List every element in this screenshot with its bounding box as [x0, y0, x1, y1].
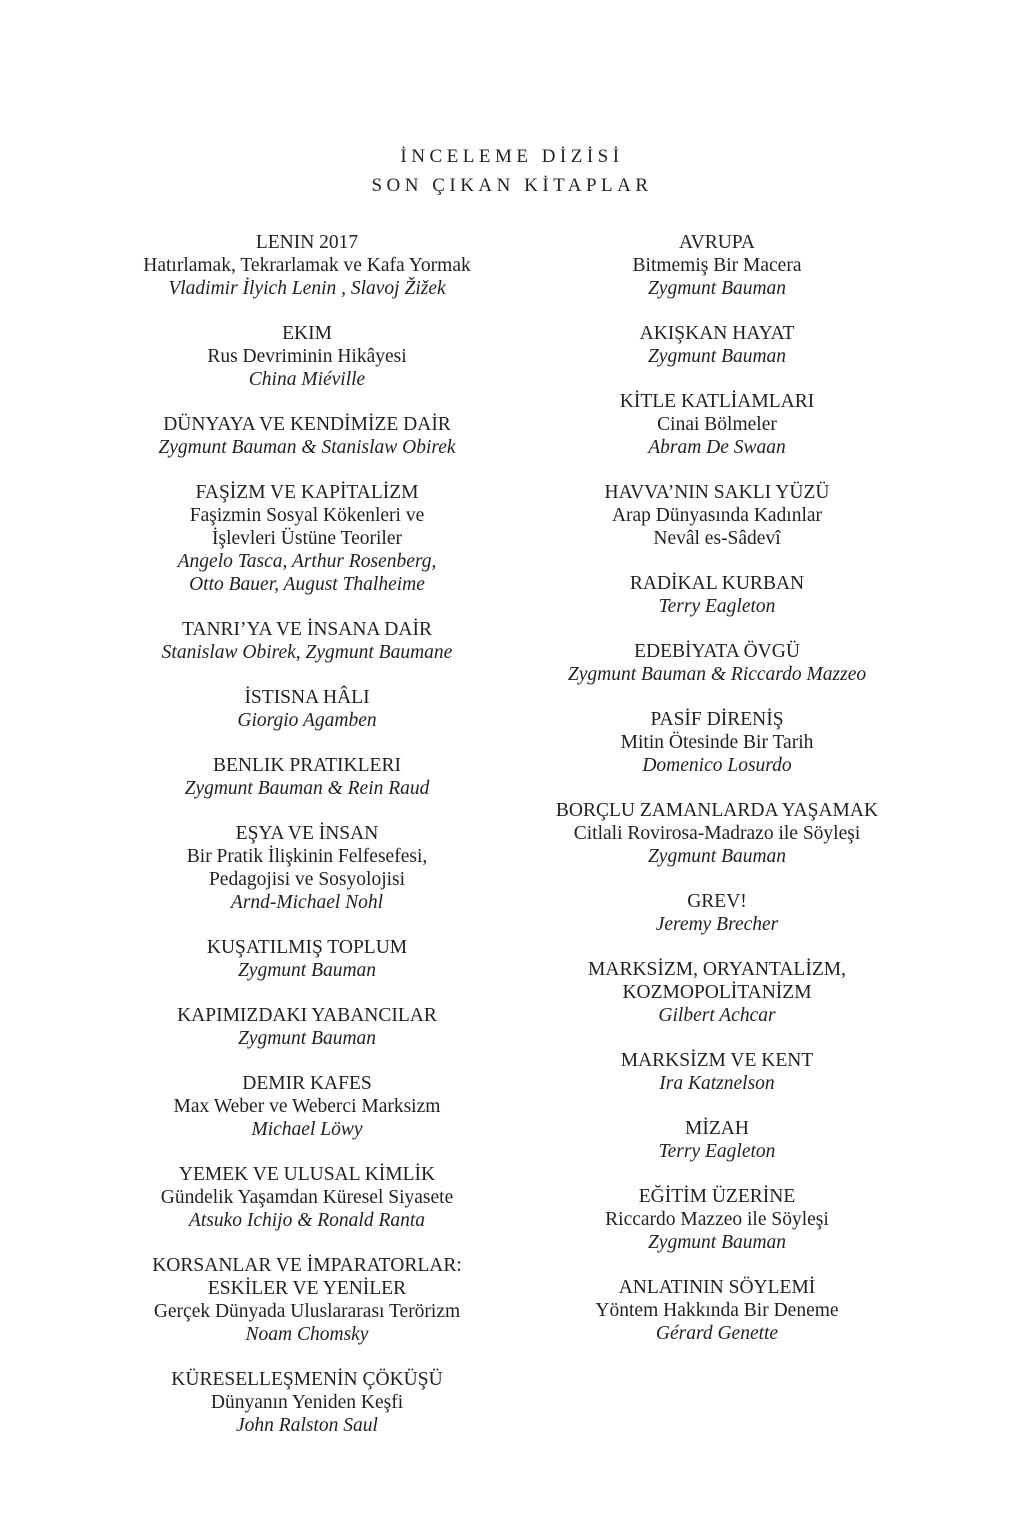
book-title: EKIM [282, 323, 332, 344]
book-entry [102, 1163, 512, 1232]
book-author: Otto Bauer, August Thalheime [189, 574, 425, 595]
book-author: Angelo Tasca, Arthur Rosenberg, [177, 551, 437, 572]
right-book-column [512, 231, 922, 1367]
left-book-column [102, 231, 512, 1459]
book-entry [512, 958, 922, 1027]
book-author: Stanislaw Obirek, Zygmunt Baumane [161, 642, 453, 663]
book-entry [512, 1117, 922, 1163]
book-author: Jeremy Brecher [655, 914, 779, 935]
book-title: EŞYA VE İNSAN [235, 823, 379, 844]
book-author: Noam Chomsky [245, 1324, 369, 1345]
book-subtitle: Faşizmin Sosyal Kökenleri ve [189, 505, 425, 526]
book-entry [102, 1368, 512, 1437]
book-subtitle: Max Weber ve Weberci Marksizm [173, 1096, 441, 1117]
book-subtitle: Citlali Rovirosa-Madrazo ile Söyleşi [573, 823, 861, 844]
book-subtitle: Gerçek Dünyada Uluslararası Terörizm [153, 1301, 461, 1322]
book-entry [102, 618, 512, 664]
book-title: YEMEK VE ULUSAL KİMLİK [178, 1164, 436, 1185]
book-entry [102, 322, 512, 391]
book-author: Gérard Genette [655, 1323, 779, 1344]
book-author: Zygmunt Bauman & Riccardo Mazzeo [567, 664, 867, 685]
book-title: FAŞİZM VE KAPİTALİZM [195, 482, 419, 503]
book-entry [102, 1004, 512, 1050]
book-entry [512, 231, 922, 300]
book-title: KORSANLAR VE İMPARATORLAR: [152, 1255, 462, 1276]
book-title: KOZMOPOLİTANİZM [622, 982, 812, 1003]
book-subtitle: Bir Pratik İlişkinin Felfesefesi, [186, 846, 428, 867]
book-entry [512, 799, 922, 868]
book-author: Terry Eagleton [658, 1141, 776, 1162]
book-title: MİZAH [685, 1118, 749, 1139]
book-author: Zygmunt Bauman [237, 1028, 377, 1049]
book-author: Zygmunt Bauman & Rein Raud [184, 778, 430, 799]
book-author: Vladimir İlyich Lenin , Slavoj Žižek [168, 278, 446, 299]
book-entry [102, 231, 512, 300]
book-subtitle: Arap Dünyasında Kadınlar [611, 505, 823, 526]
book-subtitle: İşlevleri Üstüne Teoriler [212, 528, 402, 549]
series-title: İNCELEME DİZİSİ [400, 146, 624, 167]
book-title: DEMIR KAFES [242, 1073, 372, 1094]
book-subtitle: Riccardo Mazzeo ile Söyleşi [605, 1209, 829, 1230]
book-author: China Miéville [248, 369, 366, 390]
book-subtitle: Hatırlamak, Tekrarlamak ve Kafa Yormak [143, 255, 471, 276]
book-title: MARKSİZM, ORYANTALİZM, [588, 959, 846, 980]
book-author: Zygmunt Bauman [237, 960, 377, 981]
book-entry [102, 413, 512, 459]
book-title: İSTISNA HÂLI [244, 687, 370, 708]
book-entry [512, 390, 922, 459]
book-title: ANLATININ SÖYLEMİ [618, 1277, 816, 1298]
book-title: KAPIMIZDAKI YABANCILAR [177, 1005, 437, 1026]
book-entry [102, 1072, 512, 1141]
book-entry [512, 572, 922, 618]
book-title: DÜNYAYA VE KENDİMİZE DAİR [163, 414, 451, 435]
book-title: KUŞATILMIŞ TOPLUM [206, 937, 408, 958]
book-author: Zygmunt Bauman & Stanislaw Obirek [158, 437, 456, 458]
series-subtitle: SON ÇIKAN KİTAPLAR [371, 175, 653, 196]
book-author: Gilbert Achcar [658, 1005, 776, 1026]
book-title: HAVVA’NIN SAKLI YÜZÜ [604, 482, 830, 503]
book-author: Zygmunt Bauman [647, 346, 787, 367]
book-author: Giorgio Agamben [237, 710, 377, 731]
book-author: Abram De Swaan [648, 437, 786, 458]
book-title: AKIŞKAN HAYAT [639, 323, 795, 344]
book-title: EĞİTİM ÜZERİNE [638, 1186, 796, 1207]
book-author: Zygmunt Bauman [647, 278, 787, 299]
book-title: RADİKAL KURBAN [629, 573, 805, 594]
book-title: GREV! [687, 891, 747, 912]
book-author: Zygmunt Bauman [647, 1232, 787, 1253]
book-subtitle: Gündelik Yaşamdan Küresel Siyasete [160, 1187, 454, 1208]
book-subtitle: Pedagojisi ve Sosyolojisi [208, 869, 406, 890]
book-author: Domenico Losurdo [642, 755, 792, 776]
book-subtitle: Bitmemiş Bir Macera [632, 255, 802, 276]
book-author: Arnd-Michael Nohl [230, 892, 384, 913]
book-author: John Ralston Saul [236, 1415, 378, 1436]
book-author: Ira Katznelson [659, 1073, 775, 1094]
book-entry [512, 1276, 922, 1345]
book-entry [512, 1049, 922, 1095]
book-entry [102, 754, 512, 800]
book-subtitle: Nevâl es-Sâdevî [653, 528, 781, 549]
book-subtitle: Rus Devriminin Hikâyesi [207, 346, 407, 367]
book-title: TANRI’YA VE İNSANA DAİR [182, 619, 432, 640]
book-title: AVRUPA [679, 232, 755, 253]
book-entry [512, 322, 922, 368]
book-title: EDEBİYATA ÖVGÜ [634, 641, 800, 662]
book-title: ESKİLER VE YENİLER [207, 1278, 407, 1299]
book-entry [512, 708, 922, 777]
book-title: PASİF DİRENİŞ [650, 709, 784, 730]
book-entry [512, 890, 922, 936]
book-entry [512, 481, 922, 550]
book-title: BENLIK PRATIKLERI [213, 755, 401, 776]
book-subtitle: Cinai Bölmeler [657, 414, 777, 435]
book-entry [512, 1185, 922, 1254]
book-author: Atsuko Ichijo & Ronald Ranta [188, 1210, 426, 1231]
book-entry [102, 1254, 512, 1346]
book-entry [102, 686, 512, 732]
book-subtitle: Yöntem Hakkında Bir Deneme [595, 1300, 839, 1321]
book-title: MARKSİZM VE KENT [620, 1050, 814, 1071]
book-entry [102, 936, 512, 982]
book-title: LENIN 2017 [255, 232, 359, 253]
book-title: KÜRESELLEŞMENİN ÇÖKÜŞÜ [171, 1369, 443, 1390]
book-title: KİTLE KATLİAMLARI [619, 391, 815, 412]
book-subtitle: Mitin Ötesinde Bir Tarih [620, 732, 814, 753]
book-subtitle: Dünyanın Yeniden Keşfi [210, 1392, 404, 1413]
book-author: Michael Löwy [251, 1119, 363, 1140]
book-entry [102, 822, 512, 914]
book-entry [102, 481, 512, 596]
book-author: Terry Eagleton [658, 596, 776, 617]
book-entry [512, 640, 922, 686]
book-title: BORÇLU ZAMANLARDA YAŞAMAK [555, 800, 879, 821]
book-author: Zygmunt Bauman [647, 846, 787, 867]
page-header [0, 142, 1024, 200]
